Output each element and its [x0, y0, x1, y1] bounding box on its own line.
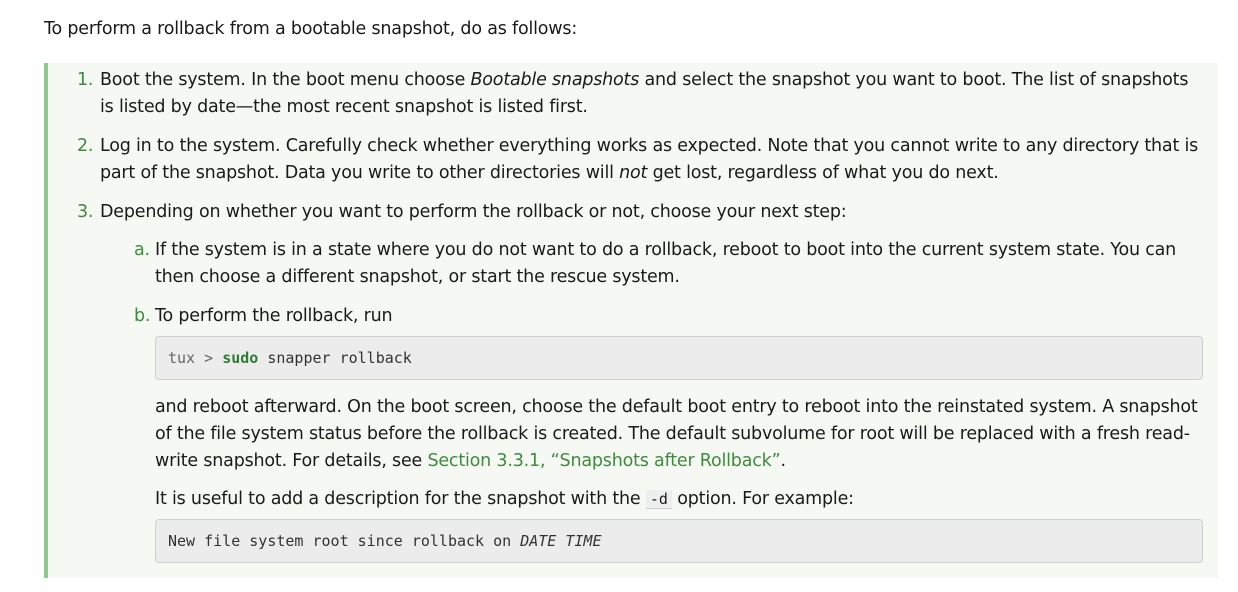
- step-number: 1.: [77, 70, 94, 90]
- intro-text: To perform a rollback from a bootable snapshot, do as follows:: [44, 19, 578, 39]
- shell-prompt: tux >: [168, 349, 223, 367]
- command-screen[interactable]: [155, 336, 1203, 380]
- list-item: [77, 67, 1200, 121]
- command-text: snapper rollback: [258, 349, 412, 367]
- rollback-details-text: and reboot afterward. On the boot screen, choose the default boot entry to reboot into the reinstated system. A snapshot of the file system status before the rollback is created. The default subvolume for root will be replaced with a fresh read-write snapshot. For details, see Section 3.3.1, “Snapshots after Rollback”.: [155, 397, 1198, 471]
- substep-letter: b.: [134, 306, 151, 326]
- substep-letter: a.: [134, 240, 150, 260]
- substep-continuation: [155, 394, 1200, 475]
- list-item: [77, 133, 1200, 187]
- list-item: [77, 199, 1200, 226]
- option-code: -d: [646, 490, 672, 509]
- emphasis: not: [619, 163, 648, 183]
- example-text: New file system root since rollback on: [168, 532, 521, 550]
- example-screen[interactable]: [155, 519, 1203, 563]
- step-text: Log in to the system. Carefully check whether everything works as expected. Note that you cannot write to any directory that is part of the snapshot. Data you write to other directories will not get lost, regardless of what you do next.: [100, 136, 1199, 183]
- substep-text: If the system is in a state where you do not want to do a rollback, reboot to boot into the current system state. You can then choose a different snapshot, or start the rescue system.: [155, 240, 1177, 287]
- step-text: Depending on whether you want to perform the rollback or not, choose your next step:: [100, 202, 847, 222]
- description-tip-text: It is useful to add a description for the snapshot with the -d option. For example:: [155, 489, 854, 509]
- step-number: 3.: [77, 202, 94, 222]
- step-text: Boot the system. In the boot menu choose Bootable snapshots and select the snapshot you want to boot. The list of snapshots is listed by date—the most recent snapshot is listed first.: [100, 70, 1189, 117]
- list-item: [134, 303, 1200, 330]
- emphasis: Bootable snapshots: [470, 70, 640, 90]
- procedure-list: [44, 63, 1218, 578]
- section-link[interactable]: Section 3.3.1, “Snapshots after Rollback”: [427, 451, 781, 471]
- substep-text: To perform the rollback, run: [155, 306, 393, 326]
- sudo-keyword: sudo: [222, 349, 259, 367]
- list-item: [134, 237, 1200, 291]
- step-number: 2.: [77, 136, 94, 156]
- substep-continuation: [155, 486, 1200, 513]
- placeholder-text: DATE TIME: [520, 532, 602, 550]
